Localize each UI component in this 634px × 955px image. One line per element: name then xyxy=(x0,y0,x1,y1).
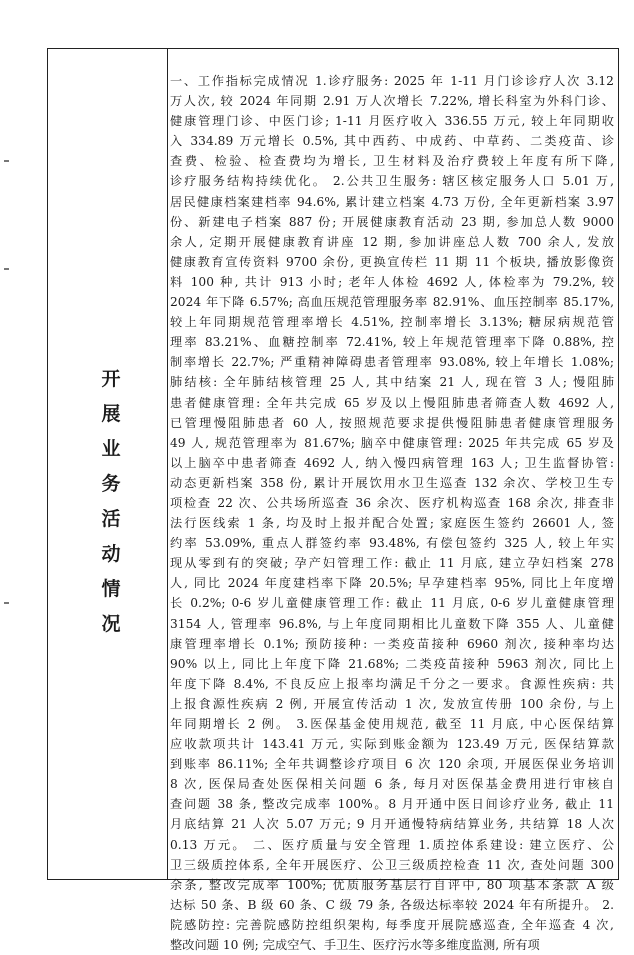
content-line: 制率增长 22.7%; 严重精神障碍患者管理率 93.08%, 较上年增长 1.08%; xyxy=(170,355,614,370)
content-line: 查问题 38 条, 整改完成率 100%。8 月开通中医日间诊疗业务, 截止 11 xyxy=(170,797,614,812)
content-line: 万人次, 较 2024 年同期 2.91 万人次增长 7.22%, 增长科室为外科门诊、 xyxy=(170,94,614,109)
section-label-char: 展 xyxy=(101,403,121,425)
scan-mark xyxy=(4,268,9,270)
content-line: 健康管理门诊、中医门诊; 1-11 月医疗收入 336.55 万元, 较上年同期收 xyxy=(170,114,614,129)
section-label-char: 动 xyxy=(101,543,121,565)
section-label-char: 开 xyxy=(101,368,121,390)
content-line: 健康教育宣传资料 9700 余份, 更换宣传栏 11 期 11 个板块, 播放影像资 xyxy=(170,254,614,269)
content-line: 一、工作指标完成情况 1.诊疗服务: 2025 年 1-11 月门诊诊疗人次 3.12 xyxy=(170,74,614,88)
content-line: 年同期增长 2 例。 3.医保基金使用规范, 截至 11 月底, 中心医保结算 xyxy=(170,717,614,731)
content-line: 49 人, 规范管理率为 81.67%; 脑卒中健康管理: 2025 年共完成 65 岁及 xyxy=(170,435,614,450)
content-line: 院感防控: 完善院感防控组织架构, 每季度开展院感巡查, 全年巡查 4 次, xyxy=(170,917,614,932)
content-line: 应收款项共计 143.41 万元, 实际到账金额为 123.49 万元, 医保结算款 xyxy=(170,737,614,752)
content-line: 长 0.2%; 0-6 岁儿童健康管理工作: 截止 11 月底, 0-6 岁儿童健康管理 xyxy=(170,596,614,611)
content-line: 项检查 22 次、公共场所巡查 36 余次、医疗机构巡查 168 余次, 排查非 xyxy=(170,495,614,510)
content-line: 卫三级质控体系, 全年开展医疗、公卫三级质控检查 11 次, 查处问题 300 xyxy=(170,857,614,872)
content-line: 0.13 万元。 二、医疗质量与安全管理 1.质控体系建设: 建立医疗、公 xyxy=(170,837,614,852)
content-line: 人, 同比 2024 年度建档率下降 20.5%; 早孕建档率 95%, 同比上年度增 xyxy=(170,576,614,591)
content-line: 居民健康档案建档率 94.6%, 累计建立档案 4.73 万份, 全年更新档案 3.97 xyxy=(170,194,614,209)
content-line: 入 334.89 万元增长 0.5%, 其中西药、中成药、中草药、二类疫苗、诊 xyxy=(170,134,614,149)
content-line: 理率 83.21%、血糖控制率 72.41%, 较上年规范管理率下降 0.88%, 控 xyxy=(170,335,614,350)
scan-mark xyxy=(4,602,9,604)
content-line: 3154 人, 管理率 96.8%, 与上年度同期相比儿童数下降 355 人、儿童健 xyxy=(170,616,614,631)
content-line: 月底结算 21 人次 5.07 万元; 9 月开通慢特病结算业务, 共结算 18 人次 xyxy=(170,817,614,832)
content-line: 余条, 整改完成率 100%; 优质服务基层行自评中, 80 项基本条款 A 级 xyxy=(170,877,614,892)
section-label-char: 情 xyxy=(101,578,121,600)
section-content xyxy=(170,71,614,953)
content-line: 整改问题 10 例; 完成空气、手卫生、医疗污水等多维度监测, 所有项 xyxy=(170,938,540,953)
content-line: 较上年同期规范管理率增长 4.51%, 控制率增长 3.13%; 糖尿病规范管 xyxy=(170,315,614,330)
section-label-char: 业 xyxy=(101,438,121,460)
content-line: 余人, 定期开展健康教育讲座 12 期, 参加讲座总人数 700 余人, 发放 xyxy=(170,234,614,249)
content-line: 份、新建电子档案 887 份; 开展健康教育活动 23 期, 参加总人数 9000 xyxy=(170,214,614,229)
content-line: 上报食源性疾病 2 例, 开展宣传活动 1 次, 发放宣传册 100 余份, 与上 xyxy=(170,696,614,711)
content-line: 料 100 种, 共计 913 小时; 老年人体检 4692 人, 体检率为 79.2%, 较 xyxy=(170,274,614,289)
content-line: 2024 年下降 6.57%; 高血压规范管理服务率 82.91%、血压控制率 85.17%, xyxy=(170,295,614,310)
content-line: 已管理慢阻肺患者 60 人, 按照规范要求提供慢阻肺患者健康管理服务 xyxy=(170,415,614,430)
content-line: 查费、检验、检查费均为增长, 卫生材料及治疗费较上年度有所下降, xyxy=(170,154,614,169)
report-table xyxy=(47,48,619,953)
section-label-char: 活 xyxy=(101,508,121,530)
section-label-char: 况 xyxy=(101,613,121,635)
content-line: 肺结核: 全年肺结核管理 25 人, 其中结案 21 人, 现在管 3 人; 慢阻肺 xyxy=(170,375,614,390)
content-line: 8 次, 医保局查处医保相关问题 6 条, 每月对医保基金费用进行审核自 xyxy=(170,777,614,792)
section-label-char: 务 xyxy=(101,473,121,495)
content-line: 到账率 86.11%; 全年共调整诊疗项目 6 次 120 余项, 开展医保业务培训 xyxy=(170,757,614,772)
content-line: 约率 53.09%, 重点人群签约率 93.48%, 有偿包签约 325 人, 较上年实 xyxy=(170,536,614,551)
content-line: 现从零到有的突破; 孕产妇管理工作: 截止 11 月底, 建立孕妇档案 278 xyxy=(170,556,614,571)
content-line: 年度下降 8.4%, 不良反应上报率均满足千分之一要求。食源性疾病: 共 xyxy=(170,676,614,691)
content-line: 90% 以上, 同比上年度下降 21.68%; 二类疫苗接种 5963 剂次, 同比上 xyxy=(170,656,614,671)
scan-mark xyxy=(4,160,9,162)
content-line: 患者健康管理: 全年共完成 65 岁及以上慢阻肺患者筛查人数 4692 人, xyxy=(170,395,614,410)
content-line: 以上脑卒中患者筛查 4692 人, 纳入慢四病管理 163 人; 卫生监督协管: xyxy=(170,455,614,470)
section-label-cell xyxy=(48,49,168,879)
content-line: 动态更新档案 358 份, 累计开展饮用水卫生巡查 132 余次、学校卫生专 xyxy=(170,475,614,490)
content-line: 康管理率增长 0.1%; 预防接种: 一类疫苗接种 6960 剂次, 接种率均达 xyxy=(170,636,614,651)
content-line: 诊疗服务结构持续优化。 2.公共卫生服务: 辖区核定服务人口 5.01 万, xyxy=(170,174,614,189)
content-line: 达标 50 条、B 级 60 条、C 级 79 条, 各级达标率较 2024 年有所提升。 2. xyxy=(170,897,614,912)
content-line: 法行医线索 1 条, 均及时上报并配合处置; 家庭医生签约 26601 人, 签 xyxy=(170,516,614,531)
